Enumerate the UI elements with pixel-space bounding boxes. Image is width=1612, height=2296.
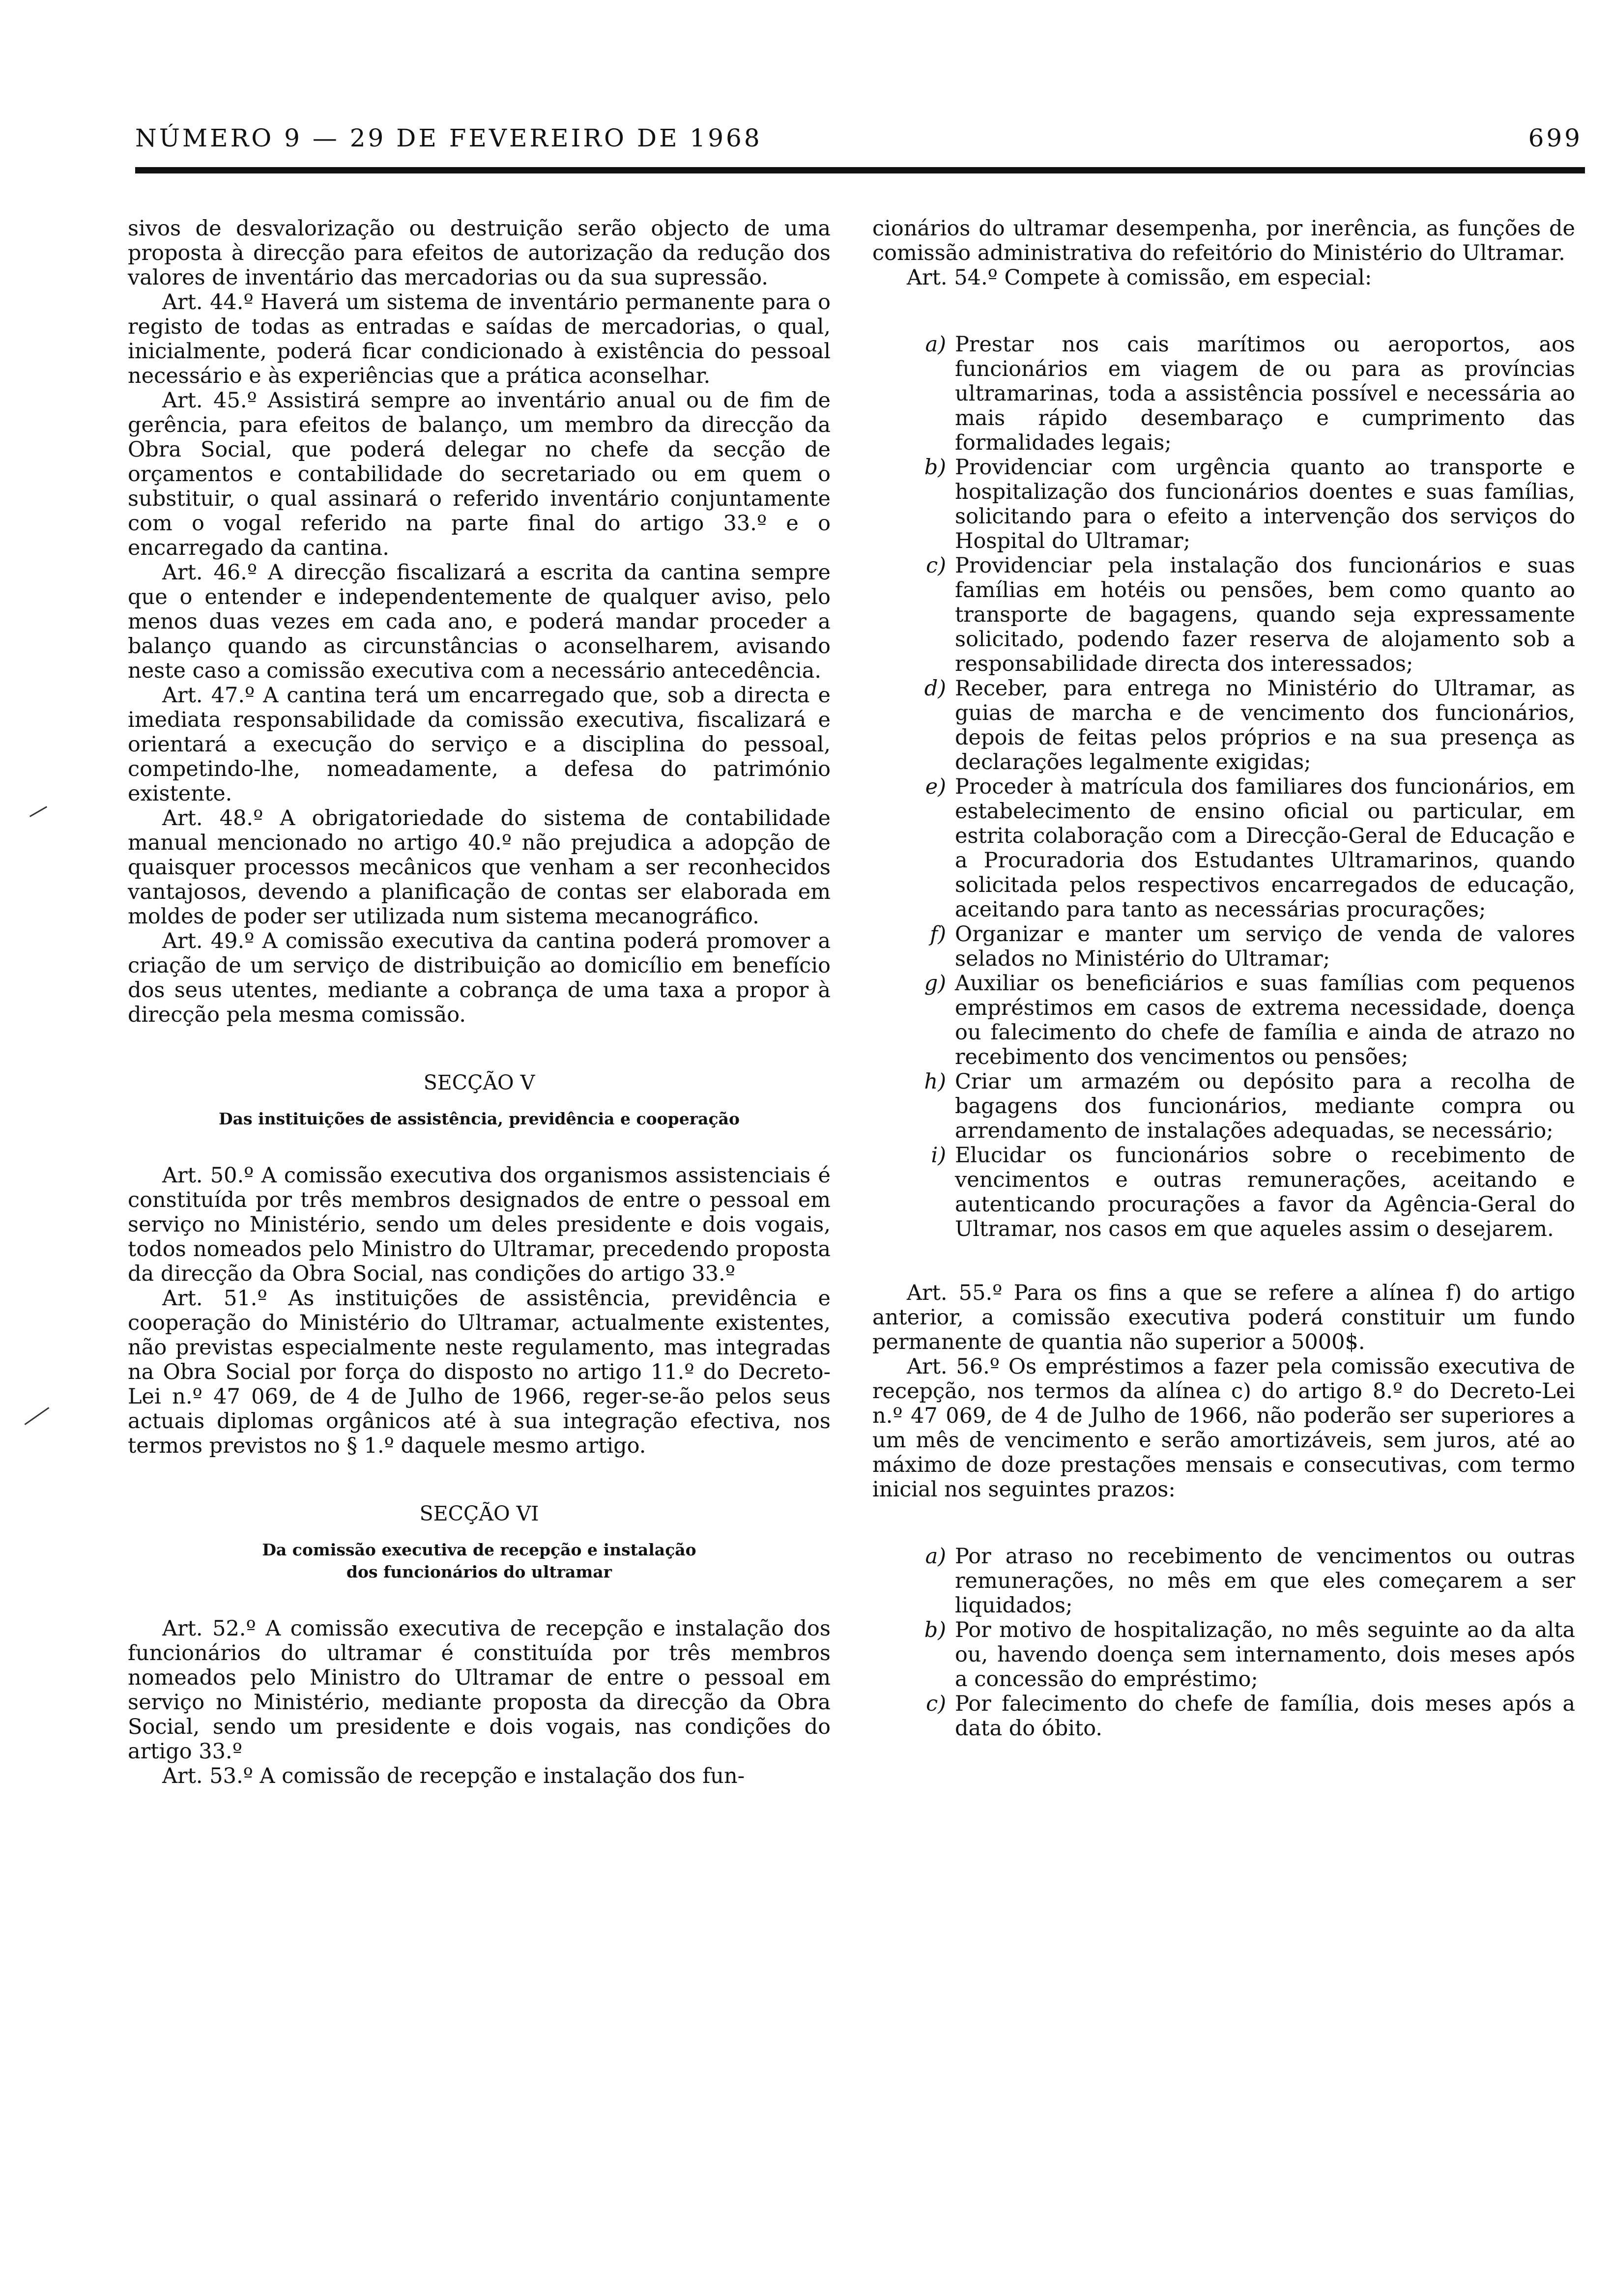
list-item [872, 971, 1575, 1069]
item-text: Proceder à matrícula dos familiares dos funcionários, em estabelecimento de ensino oficial ou particular, em estrita colaboração com a Direcção-Geral de Educação e a Procuradoria dos Estudantes Ultramarinos, quando solicitada pelos respectivos encarregados de educação, aceitando para tanto as necessárias procurações; [955, 775, 1575, 922]
item-text: Receber, para entrega no Ministério do Ultramar, as guias de marcha e de vencimento dos funcionários, depois de feitas pelos próprios e na sua presença as declarações legalmente exigidas; [955, 676, 1575, 775]
list-item [872, 775, 1575, 922]
item-label: c) [926, 553, 946, 578]
section-5-title: SECÇÃO V [423, 1071, 535, 1094]
item-text: Auxiliar os beneficiários e suas famílias com pequenos empréstimos em casos de extrema necessidade, doença ou falecimento do chefe de família e ainda de atrazo no recebimento dos vencimentos ou pensões; [955, 971, 1575, 1069]
article-50: Art. 50.º A comissão executiva dos organismos assistenciais é constituída por três membros designados de entre o pessoal em serviço no Ministério, sendo um deles presidente e dois vogais, todos nomeados pelo Ministro do Ultramar, precedendo proposta da direcção da Obra Social, nas condições do artigo 33.º [128, 1163, 831, 1286]
scan-mark [29, 806, 47, 817]
paragraph-intro: sivos de desvalorização ou destruição serão objecto de uma proposta à direcção para efeitos de autorização da redução dos valores de inventário das mercadorias ou da sua supressão. [128, 216, 831, 290]
list-item [872, 553, 1575, 676]
list-item [872, 1692, 1575, 1741]
item-text: Providenciar pela instalação dos funcionários e suas famílias em hotéis ou pensões, bem como quanto ao transporte de bagagens, quando seja expressamente solicitado, podendo fazer reserva de alojamento sob a responsabilidade directa dos interessados; [955, 553, 1575, 676]
list-item [872, 455, 1575, 553]
article-47: Art. 47.º A cantina terá um encarregado que, sob a directa e imediata responsabilidade da comissão executiva, fiscalizará e orientará a execução do serviço e a disciplina do pessoal, competindo-lhe, nomeadamente, a defesa do património existente. [128, 683, 831, 806]
list-item [872, 1143, 1575, 1241]
article-49: Art. 49.º A comissão executiva da cantina poderá promover a criação de um serviço de distribuição ao domicílio em benefício dos seus utentes, mediante a cobrança de uma taxa a propor à direcção pela mesma comissão. [128, 929, 831, 1027]
item-label: f) [930, 922, 946, 947]
article-45: Art. 45.º Assistirá sempre ao inventário anual ou de fim de gerência, para efeitos de balanço, um membro da direcção da Obra Social, que poderá delegar no chefe da secção de orçamentos e contabilidade do secretariado ou em quem o substituir, o qual assinará o referido inventário conjuntamente com o vogal referido na parte final do artigo 33.º e o encarregado da cantina. [128, 388, 831, 560]
item-label: g) [924, 971, 946, 996]
item-label: h) [924, 1069, 946, 1094]
item-label: e) [925, 775, 946, 799]
item-text: Por motivo de hospitalização, no mês seguinte ao da alta ou, havendo doença sem internamento, dois meses após a concessão do empréstimo; [955, 1618, 1575, 1692]
article-56-items [872, 1544, 1575, 1741]
scan-mark [25, 1407, 50, 1425]
header-rule [135, 167, 1585, 173]
article-48: Art. 48.º A obrigatoriedade do sistema de contabilidade manual mencionado no artigo 40.º não prejudica a adopção de quaisquer processos mecânicos que venham a ser reconhecidos vantajosos, devendo a planificação de contas ser elaborada em moldes de poder ser utilizada num sistema mecanográfico. [128, 806, 831, 929]
list-item [872, 1069, 1575, 1143]
article-54-items [872, 332, 1575, 1241]
item-label: a) [925, 332, 946, 357]
item-text: Prestar nos cais marítimos ou aeroportos, aos funcionários em viagem de ou para as províncias ultramarinas, toda a assistência possível e necessária ao mais rápido desembaraço e cumprimento das formalidades legais; [955, 332, 1575, 455]
item-label: a) [925, 1544, 946, 1569]
item-text: Criar um armazém ou depósito para a recolha de bagagens dos funcionários, mediante compra ou arrendamento de instalações adequadas, se necessário; [955, 1069, 1575, 1143]
section-6-subtitle-line-1: Da comissão executiva de recepção e instalação [262, 1540, 696, 1559]
item-text: Organizar e manter um serviço de venda de valores selados no Ministério do Ultramar; [955, 922, 1575, 971]
article-55: Art. 55.º Para os fins a que se refere a alínea f) do artigo anterior, a comissão executiva poderá constituir um fundo permanente de quantia não superior a 5000$. [872, 1281, 1575, 1354]
item-text: Providenciar com urgência quanto ao transporte e hospitalização dos funcionários doentes e suas famílias, solicitando para o efeito a intervenção dos serviços do Hospital do Ultramar; [955, 455, 1575, 553]
page-header [135, 124, 1583, 158]
article-51: Art. 51.º As instituições de assistência, previdência e cooperação do Ministério do Ultramar, actualmente existentes, não previstas especialmente neste regulamento, mas integradas na Obra Social por força do disposto no artigo 11.º do Decreto-Lei n.º 47 069, de 4 de Julho de 1966, reger-se-ão pelos seus actuais diplomas orgânicos até à sua integração efectiva, nos termos previstos no § 1.º daquele mesmo artigo. [128, 1286, 831, 1458]
section-6-subtitle [128, 1539, 831, 1583]
list-item [872, 332, 1575, 455]
right-column [872, 216, 1575, 1780]
article-56: Art. 56.º Os empréstimos a fazer pela comissão executiva de recepção, nos termos da alínea c) do artigo 8.º do Decreto-Lei n.º 47 069, de 4 de Julho de 1966, não poderão ser superiores a um mês de vencimento e serão amortizáveis, sem juros, até ao máximo de doze prestações mensais e consecutivas, com termo inicial nos seguintes prazos: [872, 1354, 1575, 1502]
item-text: Por falecimento do chefe de família, dois meses após a data do óbito. [955, 1692, 1575, 1741]
item-text: Por atraso no recebimento de vencimentos ou outras remunerações, no mês em que eles começarem a ser liquidados; [955, 1544, 1575, 1618]
list-item [872, 1544, 1575, 1618]
list-item [872, 922, 1575, 971]
section-6-title: SECÇÃO VI [419, 1502, 539, 1525]
page-number: 699 [1528, 124, 1583, 152]
article-44: Art. 44.º Haverá um sistema de inventário permanente para o registo de todas as entradas e saídas de mercadorias, o qual, inicialmente, poderá ficar condicionado à existência do pessoal necessário e às experiências que a prática aconselhar. [128, 290, 831, 388]
item-label: b) [924, 1618, 946, 1642]
article-54: Art. 54.º Compete à comissão, em especial: [907, 265, 1372, 290]
article-53-start: Art. 53.º A comissão de recepção e instalação dos fun- [162, 1764, 745, 1788]
section-6-subtitle-line-2: dos funcionários do ultramar [346, 1562, 612, 1581]
article-53-continuation: cionários do ultramar desempenha, por inerência, as funções de comissão administrativa do refeitório do Ministério do Ultramar. [872, 216, 1575, 265]
journal-issue-title: NÚMERO 9 — 29 DE FEVEREIRO DE 1968 [135, 124, 762, 152]
section-5-subtitle: Das instituições de assistência, previdência e cooperação [219, 1109, 740, 1128]
article-52: Art. 52.º A comissão executiva de recepção e instalação dos funcionários do ultramar é constituída por três membros nomeados pelo Ministro do Ultramar de entre o pessoal em serviço no Ministério, mediante proposta da direcção da Obra Social, sendo um presidente e dois vogais, nas condições do artigo 33.º [128, 1616, 831, 1764]
list-item [872, 676, 1575, 775]
item-label: b) [924, 455, 946, 480]
left-column [128, 216, 831, 1788]
item-label: i) [931, 1143, 946, 1168]
list-item [872, 1618, 1575, 1692]
item-text: Elucidar os funcionários sobre o recebimento de vencimentos e outras remunerações, aceitando e autenticando procurações a favor da Agência-Geral do Ultramar, nos casos em que aqueles assim o desejarem. [955, 1143, 1575, 1241]
item-label: d) [924, 676, 946, 701]
article-46: Art. 46.º A direcção fiscalizará a escrita da cantina sempre que o entender e independentemente de qualquer aviso, pelo menos duas vezes em cada ano, e poderá mandar proceder a balanço quando as circunstâncias o aconselharem, avisando neste caso a comissão executiva com a necessário antecedência. [128, 560, 831, 683]
item-label: c) [926, 1692, 946, 1716]
